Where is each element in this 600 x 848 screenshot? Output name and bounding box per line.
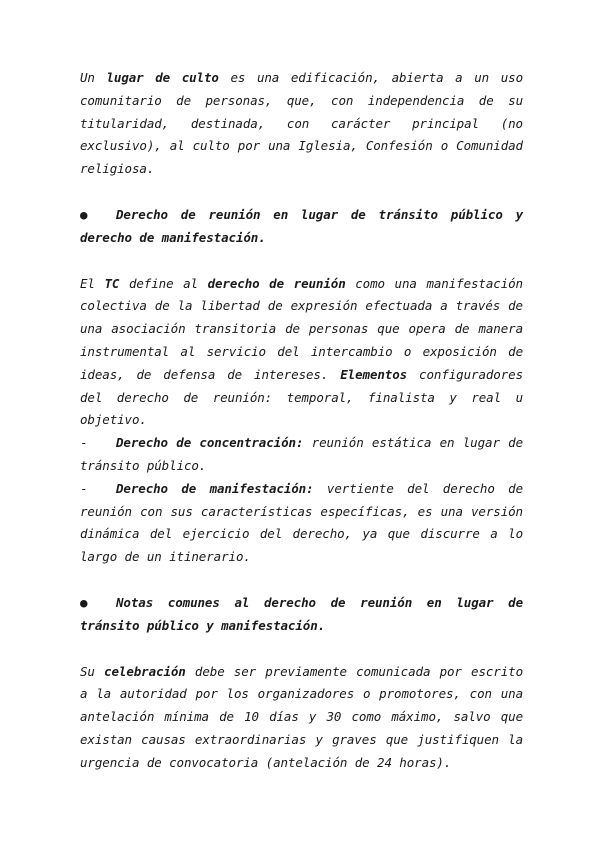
paragraph-celebracion [80, 661, 523, 775]
text-run: Un [80, 70, 107, 85]
term-derecho-de-manifestacion: Derecho de manifestación [116, 480, 307, 496]
paragraph-tc-definition [80, 273, 523, 433]
term-celebracion: celebración [104, 663, 186, 679]
list-item-manifestacion [80, 478, 523, 569]
dash-marker: - [80, 435, 88, 451]
heading-text: Derecho de reunión en lugar de tránsito público y derecho de manifestación. [80, 206, 523, 245]
text-run: El [80, 275, 105, 291]
list-item-text: vertiente del derecho de reunión con sus características específicas, es una versión dinámica del ejercicio del derecho, ya que discurre a lo largo de un itinerario. [80, 480, 523, 565]
list-item-concentracion [80, 432, 523, 478]
section-heading-notas-comunes [80, 592, 523, 638]
text-run: es una edificación, abierta a un uso comunitario de personas, que, con independencia de su titularidad, destinada, con carácter principal (no exclusivo), al culto por una Iglesia, Confesión o Comunidad religiosa. [80, 70, 523, 177]
bullet-icon: ● [80, 594, 88, 610]
list-item-text: reunión estática en lugar de tránsito público. [80, 435, 524, 473]
text-run: Su [80, 663, 105, 679]
term-derecho-de-reunion: derecho de reunión [207, 275, 346, 291]
text-run: define al [119, 275, 208, 291]
term-elementos: Elementos [340, 366, 408, 382]
text-run: configuradores del derecho de reunión: temporal, finalista y real u objetivo. [80, 366, 524, 428]
term-derecho-de-concentracion: Derecho de concentración [116, 435, 296, 451]
section-heading-derecho-de-reunion [80, 204, 523, 250]
bullet-icon: ● [80, 206, 88, 222]
heading-text: Notas comunes al derecho de reunión en lugar de tránsito público y manifestación. [80, 594, 523, 633]
term-lugar-de-culto: lugar de culto [106, 70, 219, 85]
term-colon: : [295, 435, 304, 451]
dash-marker: - [80, 480, 88, 496]
term-tc: TC [104, 275, 120, 291]
paragraph-lugar-de-culto [80, 67, 523, 181]
term-colon: : [306, 480, 314, 496]
text-run: como una manifestación colectiva de la libertad de expresión efectuada a través de una asociación transitoria de personas que opera de manera instrumental al servicio del intercambio o exposición de ideas, de defensa de intereses. [80, 275, 523, 382]
text-run: debe ser previamente comunicada por escrito a la autoridad por los organizadores o promotores, con una antelación mínima de 10 días y 30 como máximo, salvo que existan causas extraordinarias y graves que justifiquen la urgencia de convocatoria (antelación de 24 horas). [80, 663, 524, 770]
document-page [80, 67, 523, 775]
